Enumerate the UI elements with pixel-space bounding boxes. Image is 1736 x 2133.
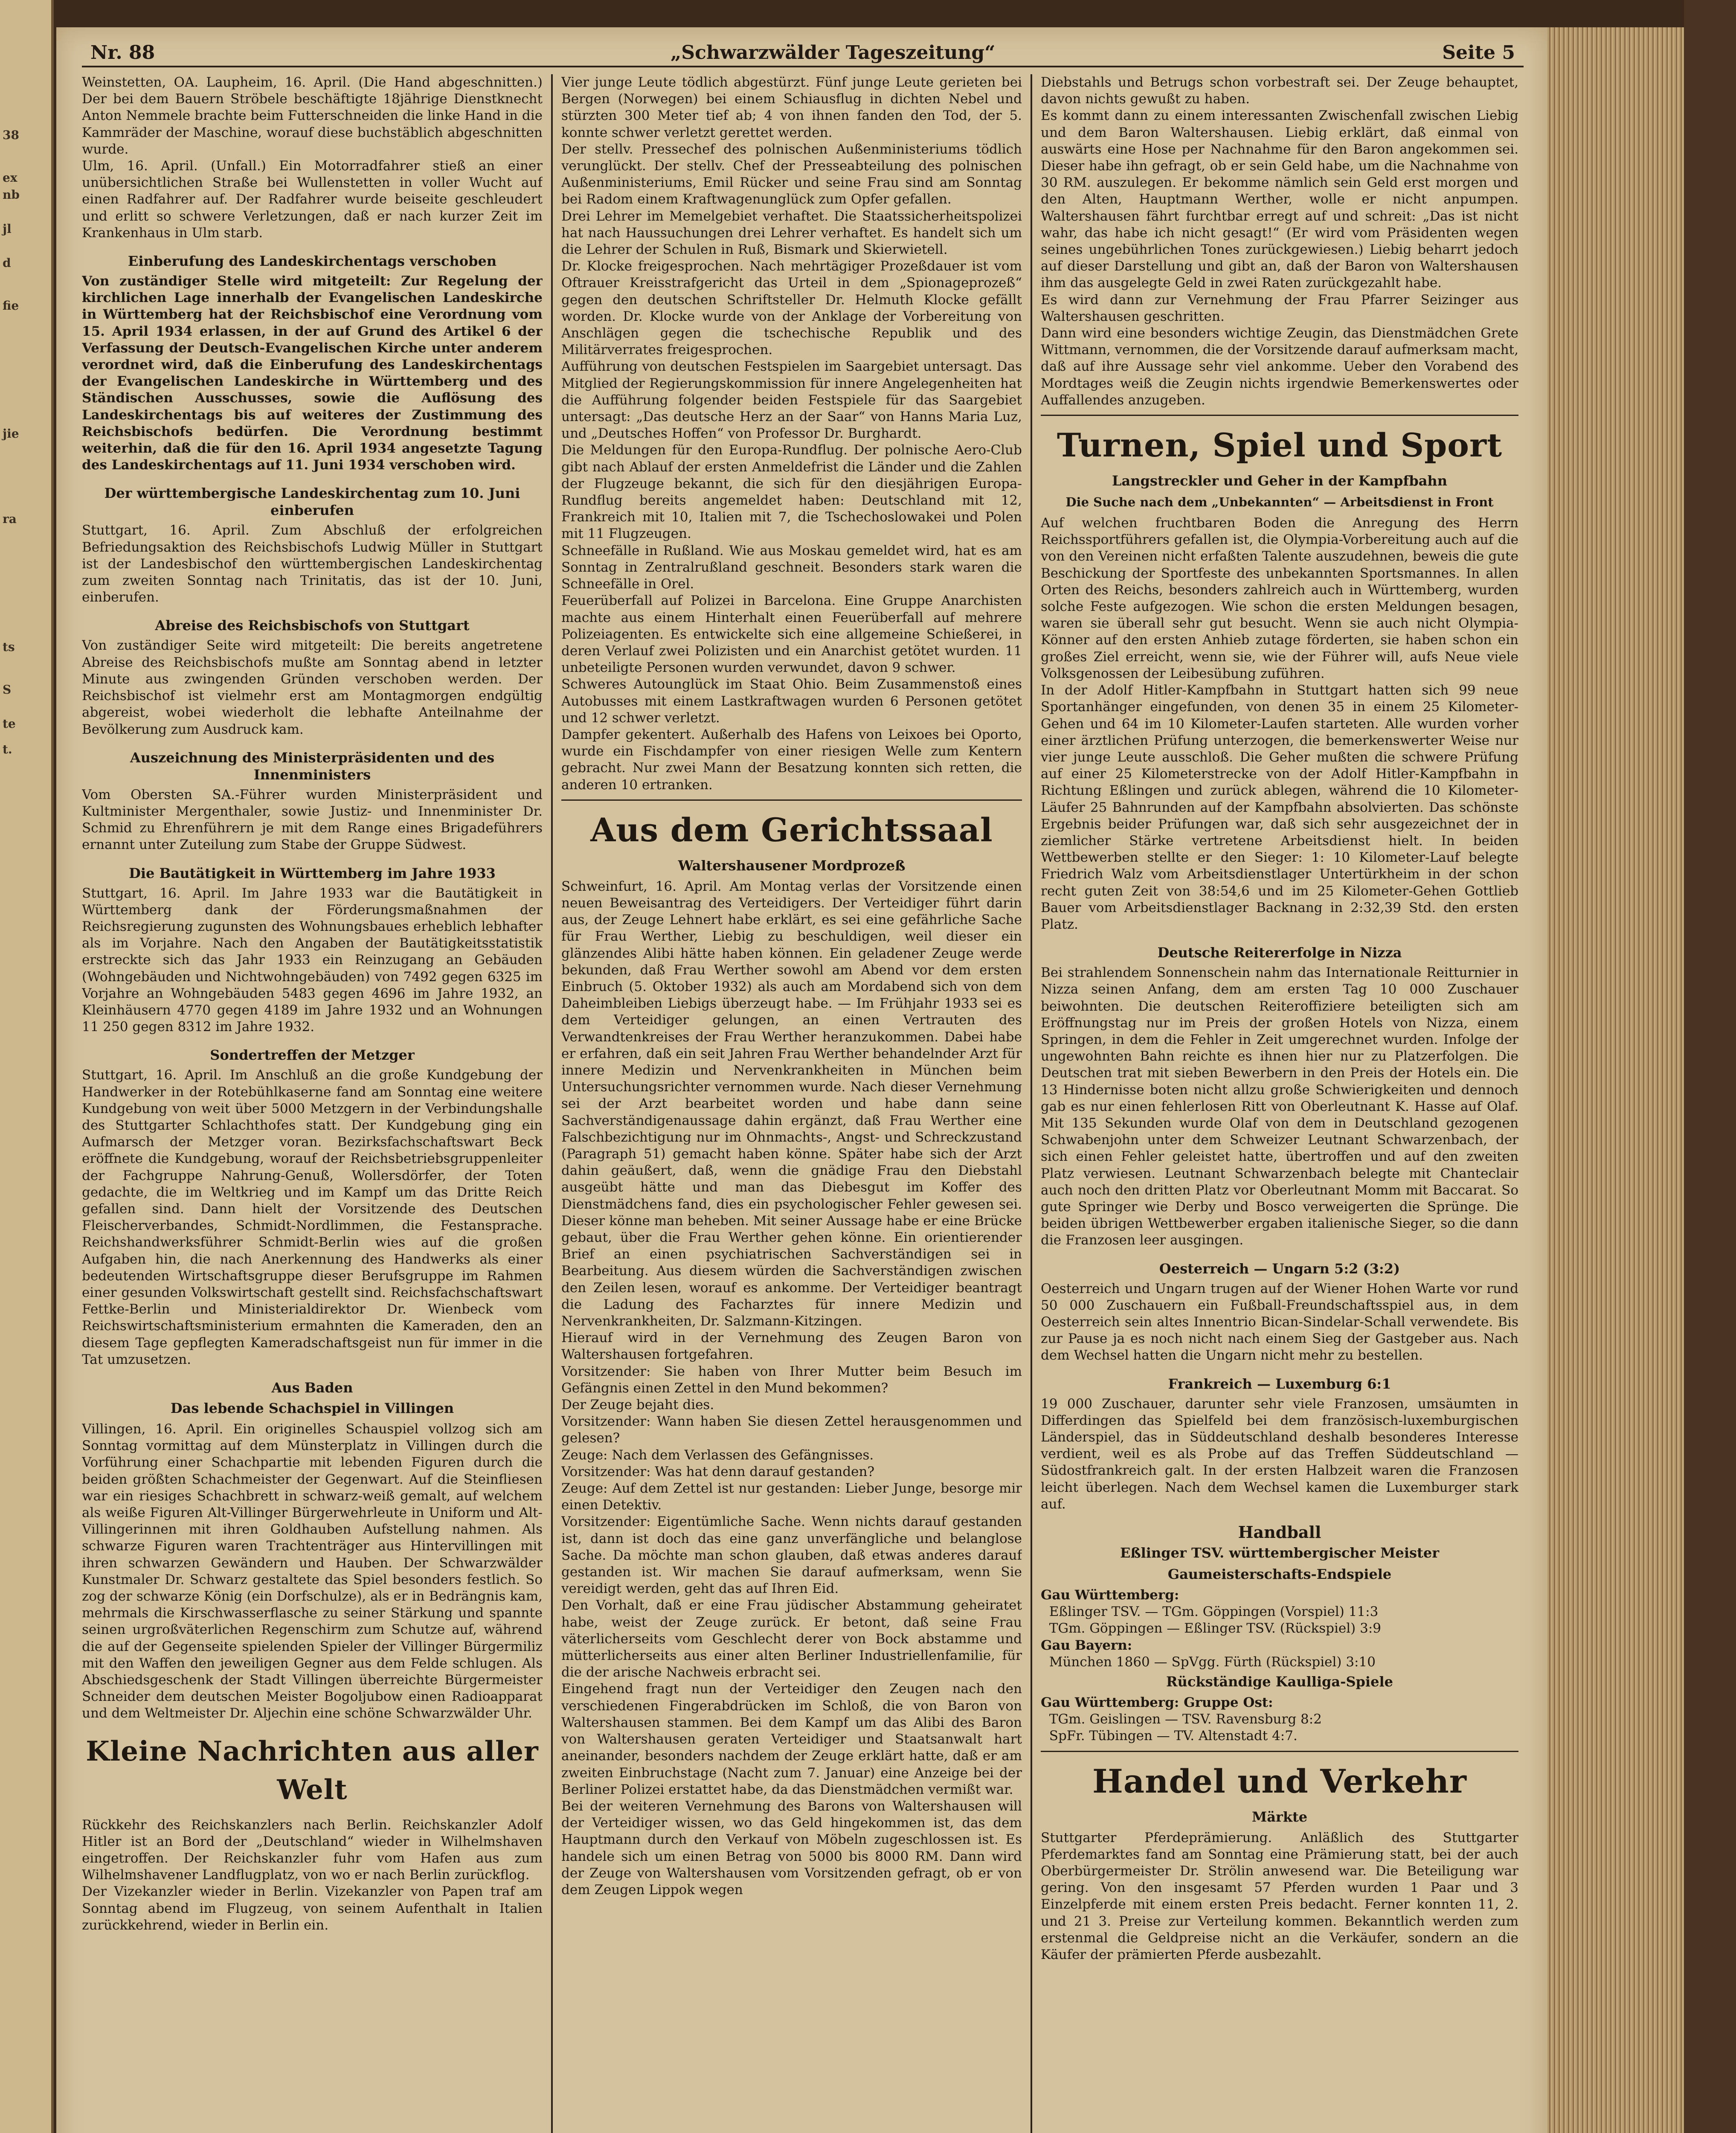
results-line: Gau Bayern:	[1041, 1637, 1132, 1653]
column-rule	[551, 74, 553, 2133]
dialogue-line: Vorsitzender: Was hat denn darauf gestanden?	[561, 1464, 875, 1479]
article-headline: Abreise des Reichsbischofs von Stuttgart	[155, 617, 470, 634]
column-2	[561, 74, 1022, 2133]
issue-number: Nr. 88	[90, 42, 155, 64]
paper-title: „Schwarzwälder Tageszeitung“	[671, 42, 996, 64]
article-headline: Langstreckler und Geher in der Kampfbahn	[1112, 473, 1447, 489]
article-body: 19 000 Zuschauer, darunter sehr viele Franzosen, umsäumten in Differdingen das Spielfeld bei dem französisch-luxemburgischen Länderspiel, das in Süddeutschland deshalb besonderes Interesse verdient, weil es als Probe auf das Treffen Süddeutschland — Südostfrankreich galt. In der ersten Halbzeit waren die Franzosen leicht überlegen. Nach dem Wechsel kamen die Luxemburger stark auf.	[1041, 1396, 1518, 1512]
news-item: Dr. Klocke freigesprochen. Nach mehrtägiger Prozeßdauer ist vom Oftrauer Kreisstrafgericht das Urteil in dem „Spionageprozeß“ gegen den deutschen Schriftsteller Dr. Helmuth Klocke gefällt worden. Dr. Klocke wurde von der Anklage der Vorbereitung von Anschlägen gegen die tschechische Republik und des Militärverrates freigesprochen.	[561, 259, 1022, 358]
results-line: Gau Württemberg:	[1041, 1587, 1179, 1603]
article-body: Stuttgarter Pferdeprämierung. Anläßlich des Stuttgarter Pferdemarktes fand am Sonntag eine Prämierung statt, bei der auch Oberbürgermeister Dr. Strölin anwesend war. Die Beteiligung war gering. Von den insgesamt 57 Pferden wurden 1 Paar und 3 Einzelpferde mit einem ersten Preis bedacht. Ferner konnten 11, 2. und 21 3. Preise zur Verteilung kommen. Bekanntlich werden zum erstenmal die Geldpreise nicht an die Verkäufer, sondern an die Käufer der prämierten Pferde ausbezahlt.	[1041, 1830, 1518, 1963]
dialogue-line: Zeuge: Nach dem Verlassen des Gefängnisses.	[561, 1447, 874, 1463]
results-line: SpFr. Tübingen — TV. Altenstadt 4:7.	[1041, 1728, 1298, 1744]
dialogue-line: Vorsitzender: Wann haben Sie diesen Zettel herausgenommen und gelesen?	[561, 1414, 1022, 1446]
prev-page-fragment: 38	[3, 128, 19, 142]
article-body: Hierauf wird in der Vernehmung des Zeugen Baron von Waltershausen fortgefahren.	[561, 1330, 1022, 1363]
article-body: Stuttgart, 16. April. Im Anschluß an die große Kundgebung der Handwerker in der Rotebühlkaserne fand am Sonntag eine weitere Kundgebung von weit über 5000 Metzgern in der Verbindungshalle des Stuttgarter Schlachthofes statt. Der Kundgebung ging ein Aufmarsch der Metzger voran. Bezirksfachschaftswart Beck eröffnete die Kundgebung, worauf der Reichsbetriebsgruppenleiter der Fachgruppe Nahrung-Genuß, Wollersdörfer, der Toten gedachte, die im Weltkrieg und im Kampf um das Dritte Reich gefallen sind. Dann hielt der Vorsitzende des Deutschen Fleischerverbandes, Schmidt-Nordlimmen, die Festansprache. Reichshandwerksführer Schmidt-Berlin wies auf die großen Aufgaben hin, die nach Anerkennung des Handwerks als einer bedeutenden Wirtschaftsgruppe dieser Berufsgruppe im Rahmen einer gesunden Volkswirtschaft gestellt sind. Reichsfachschaftswart Fettke-Berlin und Ministerialdirektor Dr. Wienbeck vom Reichswirtschaftsministerium ermahnten die Kameraden, den an diesem Tage gepflegten Kameradschaftsgeist nun für immer in die Tat umzusetzen.	[82, 1067, 543, 1367]
article-body: In der Adolf Hitler-Kampfbahn in Stuttgart hatten sich 99 neue Sportanhänger eingefunden, von denen 35 in einem 25 Kilometer-Gehen und 64 im 10 Kilometer-Laufen starteten. Alle wurden vorher einer ärztlichen Prüfung unterzogen, die bemerkenswerter Weise nur vier junge Leute ausschloß. Die Geher mußten die schwere Prüfung auf einer 25 Kilometerstrecke von der Adolf Hitler-Kampfbahn in Richtung Eßlingen und zurück ablegen, während die 10 Kilometer-Läufer 25 Bahnrunden auf der Kampfbahn absolvierten. Das schönste Ergebnis beider Prüfungen war, daß sich sehr ausgezeichnet der in ziemlicher Stärke vertretene Arbeitsdienst hielt. In beiden Wettbewerben stellte er den Sieger: 1: 10 Kilometer-Lauf belegte Friedrich Walz vom Arbeitsdienstlager Untertürkheim in der schon recht guten Zeit von 38:54,6 und im 25 Kilometer-Gehen Gottlieb Bauer vom Arbeitsdienstlager Backnang in 2:32,39 Std. den ersten Platz.	[1041, 683, 1518, 932]
article-subheadline: Gaumeisterschafts-Endspiele	[1167, 1566, 1392, 1583]
page-number: Seite 5	[1442, 42, 1515, 64]
article-body: Vom Obersten SA.-Führer wurden Ministerpräsident und Kultminister Mergenthaler, sowie Justiz- und Innenminister Dr. Schmid zu Ehrenführern je mit dem Range eines Brigadeführers ernannt unter Zuteilung zum Stabe der Gruppe Südwest.	[82, 787, 543, 853]
results-line: Eßlinger TSV. — TGm. Göppingen (Vorspiel) 11:3	[1041, 1604, 1379, 1620]
page-block-edge	[1547, 27, 1684, 2133]
article-body: Bei strahlendem Sonnenschein nahm das Internationale Reitturnier in Nizza seinen Anfang, dem am ersten Tag 10 000 Zuschauer beiwohnten. Die deutschen Reiteroffiziere beteiligten sich am Eröffnungstag nur im Preis der großen Hotels von Nizza, einem Springen, in dem die Fehler in Zeit umgerechnet wurden. Infolge der ungewohnten Bahn reichte es ihnen hier nur zu Platzerfolgen. Die Deutschen trat mit sieben Bewerbern in den Preis der Hotels ein. Die 13 Hindernisse boten nicht allzu große Schwierigkeiten und dennoch gab es nur einen fehlerlosen Ritt von Oberleutnant K. Hasse auf Olaf. Mit 135 Sekunden wurde Olaf von dem in Deutschland gezogenen Schwabenjohn unter dem Schweizer Leutnant Schwarzenbach, der sich einen Fehler geleistet hatte, übertroffen und auf den zweiten Platz verwiesen. Leutnant Schwarzenbach belegte mit Chanteclair auch noch den dritten Platz vor Oberleutnant Momm mit Baccarat. So gute Springer wie Derby und Bosco verweigerten die Sprünge. Die beiden übrigen Wettbewerber ergaben italienische Sieger, so die dann die Franzosen leer ausgingen.	[1041, 965, 1518, 1248]
prev-page-fragment: ts	[3, 640, 15, 654]
article-body: Von zuständiger Stelle wird mitgeteilt: Zur Regelung der kirchlichen Lage innerhalb der Evangelischen Landeskirche in Württemberg hat der Reichsbischof eine Verordnung vom 15. April 1934 erlassen, in der auf Grund des Artikel 6 der Verfassung der Deutsch-Evangelischen Kirche unter anderem verordnet wird, daß die Einberufung des Landeskirchentags der Evangelischen Landeskirche in Württemberg und des Ständischen Ausschusses, sowie die Auflösung des Landeskirchentags bis auf weiteres der Zustimmung des Reichsbischofs bedürfen. Die Verordnung bestimmt weiterhin, daß die für den 16. April 1934 angesetzte Tagung des Landeskirchentags auf 11. Juni 1934 verschoben wird.	[82, 273, 543, 473]
results-line: TGm. Geislingen — TSV. Ravensburg 8:2	[1041, 1712, 1322, 1727]
prev-page-fragment: nb	[3, 188, 20, 202]
article-headline: Einberufung des Landeskirchentags verschoben	[128, 253, 497, 270]
section-banner: Handel und Verkehr	[1092, 1762, 1467, 1800]
article-headline: Das lebende Schachspiel in Villingen	[170, 1400, 454, 1416]
prev-page-fragment: jie	[3, 427, 19, 441]
section-banner: Aus dem Gerichtssaal	[590, 811, 993, 849]
article-body: Dann wird eine besonders wichtige Zeugin, das Dienstmädchen Grete Wittmann, vernommen, die der Vorsitzende darauf aufmerksam macht, daß auf ihre Aussage sehr viel ankomme. Ueber den Vorabend des Mordtages weiß die Zeugin nichts irgendwie Bemerkenswertes oder Auffallendes anzugeben.	[1041, 325, 1518, 408]
news-item: Ulm, 16. April. (Unfall.) Ein Motorradfahrer stieß an einer unübersichtlichen Straße bei Wullenstetten in voller Wucht auf einen Radfahrer auf. Der Radfahrer wurde beiseite geschleudert und erlitt so schwere Verletzungen, daß er nach kurzer Zeit im Krankenhaus in Ulm starb.	[82, 158, 543, 241]
article-headline: Der württembergische Landeskirchentag zum 10. Juni einberufen	[104, 485, 520, 519]
article-headline: Frankreich — Luxemburg 6:1	[1168, 1375, 1391, 1392]
masthead	[82, 36, 1524, 67]
prev-page-fragment: ra	[3, 512, 17, 526]
section-heading: Aus Baden	[271, 1380, 353, 1396]
article-body: Stuttgart, 16. April. Im Jahre 1933 war die Bautätigkeit in Württemberg dank der Förderungsmaßnahmen der Reichsregierung zugunsten des Wohnungsbaues erheblich lebhafter als im Vorjahre. Nach den Angaben der Bautätigkeitsstatistik erstreckte sich das Jahr 1933 ein Reinzugang an Gebäuden (Wohngebäuden und Nichtwohngebäuden) von 7492 gegen 6325 im Vorjahre an Wohngebäuden 5483 gegen 4696 im Jahre 1932, an Kleinhäusern 4770 gegen 4189 im Jahre 1932 und an Wohnungen 11 250 gegen 8312 im Jahre 1932.	[82, 885, 543, 1035]
article-body: Oesterreich und Ungarn trugen auf der Wiener Hohen Warte vor rund 50 000 Zuschauern ein Fußball-Freundschaftsspiel aus, in dem Oesterreich sein altes Innentrio Bican-Sindelar-Schall verwendete. Bis zur Pause ja es noch nicht nach einem Sieg der Gastgeber aus. Nach dem Wechsel hatten die Ungarn nicht mehr zu bestellen.	[1041, 1281, 1518, 1363]
article-headline: Die Bautätigkeit in Württemberg im Jahre 1933	[129, 865, 496, 881]
section-heading: Handball	[1238, 1523, 1321, 1542]
column-rule	[1031, 74, 1032, 2133]
article-headline: Eßlinger TSV. württembergischer Meister	[1120, 1545, 1440, 1561]
news-item: Weinstetten, OA. Laupheim, 16. April. (Die Hand abgeschnitten.) Der bei dem Bauern Ströbele beschäftigte 18jährige Dienstknecht Anton Nemmele brachte beim Futterschneiden die linke Hand in die Kammräder der Maschine, worauf diese buchstäblich abgeschnitten wurde.	[82, 75, 543, 157]
results-line: München 1860 — SpVgg. Fürth (Rückspiel) 3:10	[1041, 1654, 1376, 1670]
news-item: Aufführung von deutschen Festspielen im Saargebiet untersagt. Das Mitglied der Regierungskommission für innere Angelegenheiten hat die Aufführung folgender beiden Festspiele für das Saargebiet untersagt: „Das deutsche Herz an der Saar“ von Hanns Maria Luz, und „Deutsches Hoffen“ von Professor Dr. Burghardt.	[561, 359, 1022, 442]
article-subheadline: Rückständige Kaulliga-Spiele	[1166, 1674, 1393, 1690]
news-item: Die Meldungen für den Europa-Rundflug. Der polnische Aero-Club gibt nach Ablauf der ersten Anmeldefrist die Länder und die Zahlen der Flugzeuge bekannt, die sich für den diesjährigen Europa-Rundflug bereits angemeldet haben: Deutschland mit 12, Frankreich mit 10, Italien mit 7, die Tschechoslowakei und Polen mit 11 Flugzeugen.	[561, 442, 1022, 542]
news-item: Drei Lehrer im Memelgebiet verhaftet. Die Staatssicherheitspolizei hat nach Haussuchungen drei Lehrer verhaftet. Es handelt sich um die Lehrer der Schulen in Ruß, Bismark und Skierwietell.	[561, 208, 1022, 258]
prev-page-fragment: ex	[3, 171, 17, 185]
newspaper-page	[56, 27, 1547, 2133]
article-body: Auf welchen fruchtbaren Boden die Anregung des Herrn Reichssportführers gefallen ist, die Olympia-Vorbereitung auch auf die von den Vereinen nicht erfaßten Talente auszudehnen, beweis die gute Beschickung der Sportfeste des unbekannten Sportsmannes. In allen Orten des Reichs, besonders zahlreich auch in Württemberg, wurden solche Feste aufgezogen. Wie schon die ersten Meldungen besagen, waren sie überall sehr gut besucht. Wenn sie auch nicht Olympia-Könner auf den ersten Anhieb zutage förderten, sie haben schon ein großes Ziel erreicht, wenn sie, wie der Führer will, aufs Neue viele Volksgenossen der Leibesübung zuführen.	[1041, 515, 1518, 681]
previous-page-edge	[0, 0, 54, 2133]
prev-page-fragment: fie	[3, 299, 19, 313]
article-headline: Auszeichnung des Ministerpräsidenten und des Innenministers	[130, 749, 495, 783]
article-body: Schweinfurt, 16. April. Am Montag verlas der Vorsitzende einen neuen Beweisantrag des Verteidigers. Der Verteidiger führt darin aus, der Zeuge Lehnert habe erklärt, es sei eine gefährliche Sache für Frau Werther, Liebig zu beschuldigen, weil dieser ein glänzendes Alibi hätte haben können. Ein geladener Zeuge werde bekunden, daß Frau Werther sowohl am Abend vor dem ersten Einbruch (5. Oktober 1932) als auch am Mordabend sich von dem Daheimbleiben Liebigs überzeugt habe. — Im Frühjahr 1933 sei es dem Verteidiger gelungen, an einen Vertrauten des Verwandtenkreises der Frau Werther heranzukommen. Dabei habe er erfahren, daß ein seit Jahren Frau Werther behandelnder Arzt für innere Medizin und Nervenkrankheiten in München beim Untersuchungsrichter vernommen wurde. Nach dieser Vernehmung sei der Arzt bearbeitet worden und habe dann seine Sachverständigenaussage dahin ergänzt, daß Frau Werther eine Falschbezichtigung nur im Ohnmachts-, Angst- und Schreckzustand (Paragraph 51) gemacht haben könne. Später habe sich der Arzt dahin geäußert, daß, wenn die gnädige Frau den Diebstahl ausgeübt hätte und man das Diebesgut im Koffer des Dienstmädchens fand, dies ein psychologischer Fehler gewesen sei. Dieser könne man beheben. Mit seiner Aussage habe er eine Brücke gebaut, über die Frau Werther gehen könne. Ein orientierender Brief an einen psychiatrischen Sachverständigen sei in Bearbeitung. Aus diesem würden die Sachverständigen zwischen den Zeilen lesen, worauf es ankomme. Der Verteidiger beantragt die Ladung des Facharztes für innere Medizin und Nervenkrankheiten, Dr. Salzmann-Kitzingen.	[561, 878, 1022, 1329]
article-body: Es kommt dann zu einem interessanten Zwischenfall zwischen Liebig und dem Baron Waltershausen. Liebig erklärt, daß einmal von auswärts eine Hose per Nachnahme für den Baron angekommen sei. Dieser habe ihn gefragt, ob er sein Geld habe, um die Nachnahme von 30 RM. auszulegen. Er bekomme nämlich sein Geld erst morgen und den Alten, Hauptmann Werther, wolle er nicht anpumpen. Waltershausen fährt furchtbar erregt auf und schreit: „Das ist nicht wahr, das habe ich nicht gesagt!“ (Er wird vom Präsidenten wegen seines ungebührlichen Tones zurückgewiesen.) Liebig beharrt jedoch auf dieser Darstellung und gibt an, daß der Baron von Waltershausen ihm das ausgelegte Geld in zwei Raten zurückgezahlt habe.	[1041, 108, 1518, 291]
prev-page-fragment: te	[3, 717, 16, 731]
prev-page-fragment: t.	[3, 742, 12, 756]
article-subheadline: Die Suche nach dem „Unbekannten“ — Arbeitsdienst in Front	[1065, 495, 1494, 510]
book-spine	[1684, 0, 1736, 2133]
news-item: Vier junge Leute tödlich abgestürzt. Fünf junge Leute gerieten bei Bergen (Norwegen) bei einem Schiausflug in dichten Nebel und stürzten 300 Meter tief ab; 4 von ihnen fanden den Tod, der 5. konnte schwer verletzt gerettet werden.	[561, 75, 1022, 140]
news-item: Der stellv. Pressechef des polnischen Außenministeriums tödlich verunglückt. Der stellv. Chef der Presseabteilung des polnischen Außenministeriums, Emil Rücker und seine Frau sind am Sonntag bei Radom einem Kraftwagenunglück zum Opfer gefallen.	[561, 141, 1022, 207]
column-3	[1041, 74, 1518, 2133]
article-headline: Märkte	[1251, 1808, 1308, 1825]
article-headline: Oesterreich — Ungarn 5:2 (3:2)	[1159, 1260, 1400, 1277]
section-rule	[1041, 415, 1518, 416]
news-item: Der Vizekanzler wieder in Berlin. Vizekanzler von Papen traf am Sonntag abend im Flugzeug, von seinem Aufenthalt in Italien zurückkehrend, wieder in Berlin ein.	[82, 1884, 543, 1933]
dialogue-line: Zeuge: Auf dem Zettel ist nur gestanden: Lieber Junge, besorge mir einen Detektiv.	[561, 1481, 1022, 1513]
section-rule	[1041, 1751, 1518, 1752]
results-line: TGm. Göppingen — Eßlinger TSV. (Rückspiel) 3:9	[1041, 1621, 1382, 1636]
results-line: Gau Württemberg: Gruppe Ost:	[1041, 1695, 1273, 1711]
article-body: Villingen, 16. April. Ein originelles Schauspiel vollzog sich am Sonntag vormittag auf dem Münsterplatz in Villingen durch die Vorführung einer Schachpartie mit lebenden Figuren durch die beiden größten Schachmeister der Gegenwart. Auf die Steinfliesen war ein riesiges Schachbrett in schwarz-weiß gemalt, auf welchem als weiße Figuren Alt-Villinger Bürgerwehrleute in Uniform und Alt-Villingerinnen mit ihren Goldhauben Aufstellung nahmen. Als schwarze Figuren waren Trachtenträger aus Hintervillingen mit ihren schwarzen Gewändern und Hauben. Der Schwarzwälder Kunstmaler Dr. Schwarz gestaltete das Spiel besonders festlich. So zog der schwarze König (ein Dorfschulze), als er in Bedrängnis kam, mehrmals die Kirschwasserflasche zu seiner Stärkung und spannte seinen urgroßväterlichen Regenschirm zum Schutze auf, während die auf der Gegenseite spielenden Spieler der Villinger Bürgermiliz mit den Waffen den jeweiligen Gegner aus dem Felde schlugen. Als Abschiedsgeschenk der Stadt Villingen überreichte Bürgermeister Schneider dem deutschen Meister Bogoljubow einen Radioapparat und dem Weltmeister Dr. Aljechin eine schöne Schwarzwälder Uhr.	[82, 1421, 543, 1721]
dialogue-line: Vorsitzender: Sie haben von Ihrer Mutter beim Besuch im Gefängnis einen Zettel in den Mund bekommen?	[561, 1363, 1022, 1396]
article-body: Stuttgart, 16. April. Zum Abschluß der erfolgreichen Befriedungsaktion des Reichsbischofs Ludwig Müller in Stuttgart ist der Landesbischof den württembergischen Landeskirchentag zum zweiten Sonntag nach Trinitatis, das ist der 10. Juni, einberufen.	[82, 523, 543, 605]
prev-page-fragment: d	[3, 256, 11, 270]
news-item: Schweres Autounglück im Staat Ohio. Beim Zusammenstoß eines Autobusses mit einem Lastkraftwagen wurden 6 Personen getötet und 12 schwer verletzt.	[561, 677, 1022, 726]
column-1	[82, 74, 543, 2133]
section-banner: Kleine Nachrichten aus aller Welt	[86, 1735, 539, 1806]
news-item: Rückkehr des Reichskanzlers nach Berlin. Reichskanzler Adolf Hitler ist an Bord der „Deutschland“ wieder in Wilhelmshaven eingetroffen. Der Reichskanzler fuhr vom Hafen aus zum Wilhelmshavener Landflugplatz, von wo er nach Berlin zurückflog.	[82, 1817, 543, 1883]
article-headline: Waltershausener Mordprozeß	[678, 857, 906, 874]
news-item: Dampfer gekentert. Außerhalb des Hafens von Leixoes bei Oporto, wurde ein Fischdampfer von einer riesigen Welle zum Kentern gebracht. Nur zwei Mann der Besatzung konnten sich retten, die anderen 10 ertranken.	[561, 726, 1022, 793]
section-rule	[561, 799, 1022, 801]
section-banner: Turnen, Spiel und Sport	[1057, 426, 1503, 465]
article-body: Von zuständiger Seite wird mitgeteilt: Die bereits angetretene Abreise des Reichsbischofs mußte am Sonntag abend in letzter Minute aus zwingenden Gründen verschoben werden. Der Reichsbischof ist vielmehr erst am Montagmorgen endgültig abgereist, wobei wiederholt die lebhafte Anteilnahme der Bevölkerung zum Ausdruck kam.	[82, 638, 543, 737]
prev-page-fragment: jl	[3, 222, 12, 236]
news-item: Schneefälle in Rußland. Wie aus Moskau gemeldet wird, hat es am Sonntag in Zentralrußland geschneit. Besonders stark waren die Schneefälle in Orel.	[561, 543, 1022, 592]
article-body: Den Vorhalt, daß er eine Frau jüdischer Abstammung geheiratet habe, weist der Zeuge zurück. Er betont, daß seine Frau väterlicherseits vom Geschlecht derer von Bock abstamme und mütterlicherseits aus einer alten Berliner Industriellenfamilie, für die der arische Nachweis erbracht sei.	[561, 1598, 1022, 1680]
article-body: Es wird dann zur Vernehmung der Frau Pfarrer Seizinger aus Waltershausen geschritten.	[1041, 292, 1518, 324]
article-headline: Sondertreffen der Metzger	[210, 1047, 415, 1064]
article-body: Eingehend fragt nun der Verteidiger den Zeugen nach den verschiedenen Fingerabdrücken im Schloß, die von Baron von Waltershausen stammen. Bei dem Kampf um das Alibi des Baron von Waltershausen geraten Verteidiger und Staatsanwalt hart aneinander, besonders nachdem der Zeuge erklärt hatte, daß er am zweiten Einbruchstage (Nacht zum 7. Januar) eine Anzeige bei der Berliner Polizei erstattet habe, da das Dienstmädchen vermißt war.	[561, 1681, 1022, 1797]
article-body: Bei der weiteren Vernehmung des Barons von Waltershausen will der Verteidiger wissen, wo das Geld hingekommen ist, das dem Hauptmann durch den Verkauf von Möbeln zugeschlossen ist. Es handele sich um einen Betrag von 5000 bis 8000 RM. Dann wird der Zeuge von Waltershausen vom Vorsitzenden gefragt, ob er von dem Zeugen Lippok wegen	[561, 1798, 1022, 1898]
dialogue-line: Vorsitzender: Eigentümliche Sache. Wenn nichts darauf gestanden ist, dann ist doch das eine ganz unverfängliche und belanglose Sache. Da möchte man schon glauben, daß etwas anderes darauf gestanden ist. Wir machen Sie darauf aufmerksam, wenn Sie vereidigt werden, geht das auf Ihren Eid.	[561, 1514, 1022, 1597]
prev-page-fragment: S	[3, 683, 12, 697]
news-item: Feuerüberfall auf Polizei in Barcelona. Eine Gruppe Anarchisten machte aus einem Hinterhalt einen Feuerüberfall auf mehrere Polizeiagenten. Es entwickelte sich eine allgemeine Schießerei, in deren Verlauf zwei Polizisten und ein Anarchist getötet wurden. 11 unbeteiligte Personen wurden verwundet, davon 9 schwer.	[561, 593, 1022, 676]
article-headline: Deutsche Reitererfolge in Nizza	[1157, 944, 1402, 961]
dialogue-line: Der Zeuge bejaht dies.	[561, 1397, 714, 1413]
article-body: Diebstahls und Betrugs schon vorbestraft sei. Der Zeuge behauptet, davon nichts gewußt zu haben.	[1041, 75, 1518, 107]
